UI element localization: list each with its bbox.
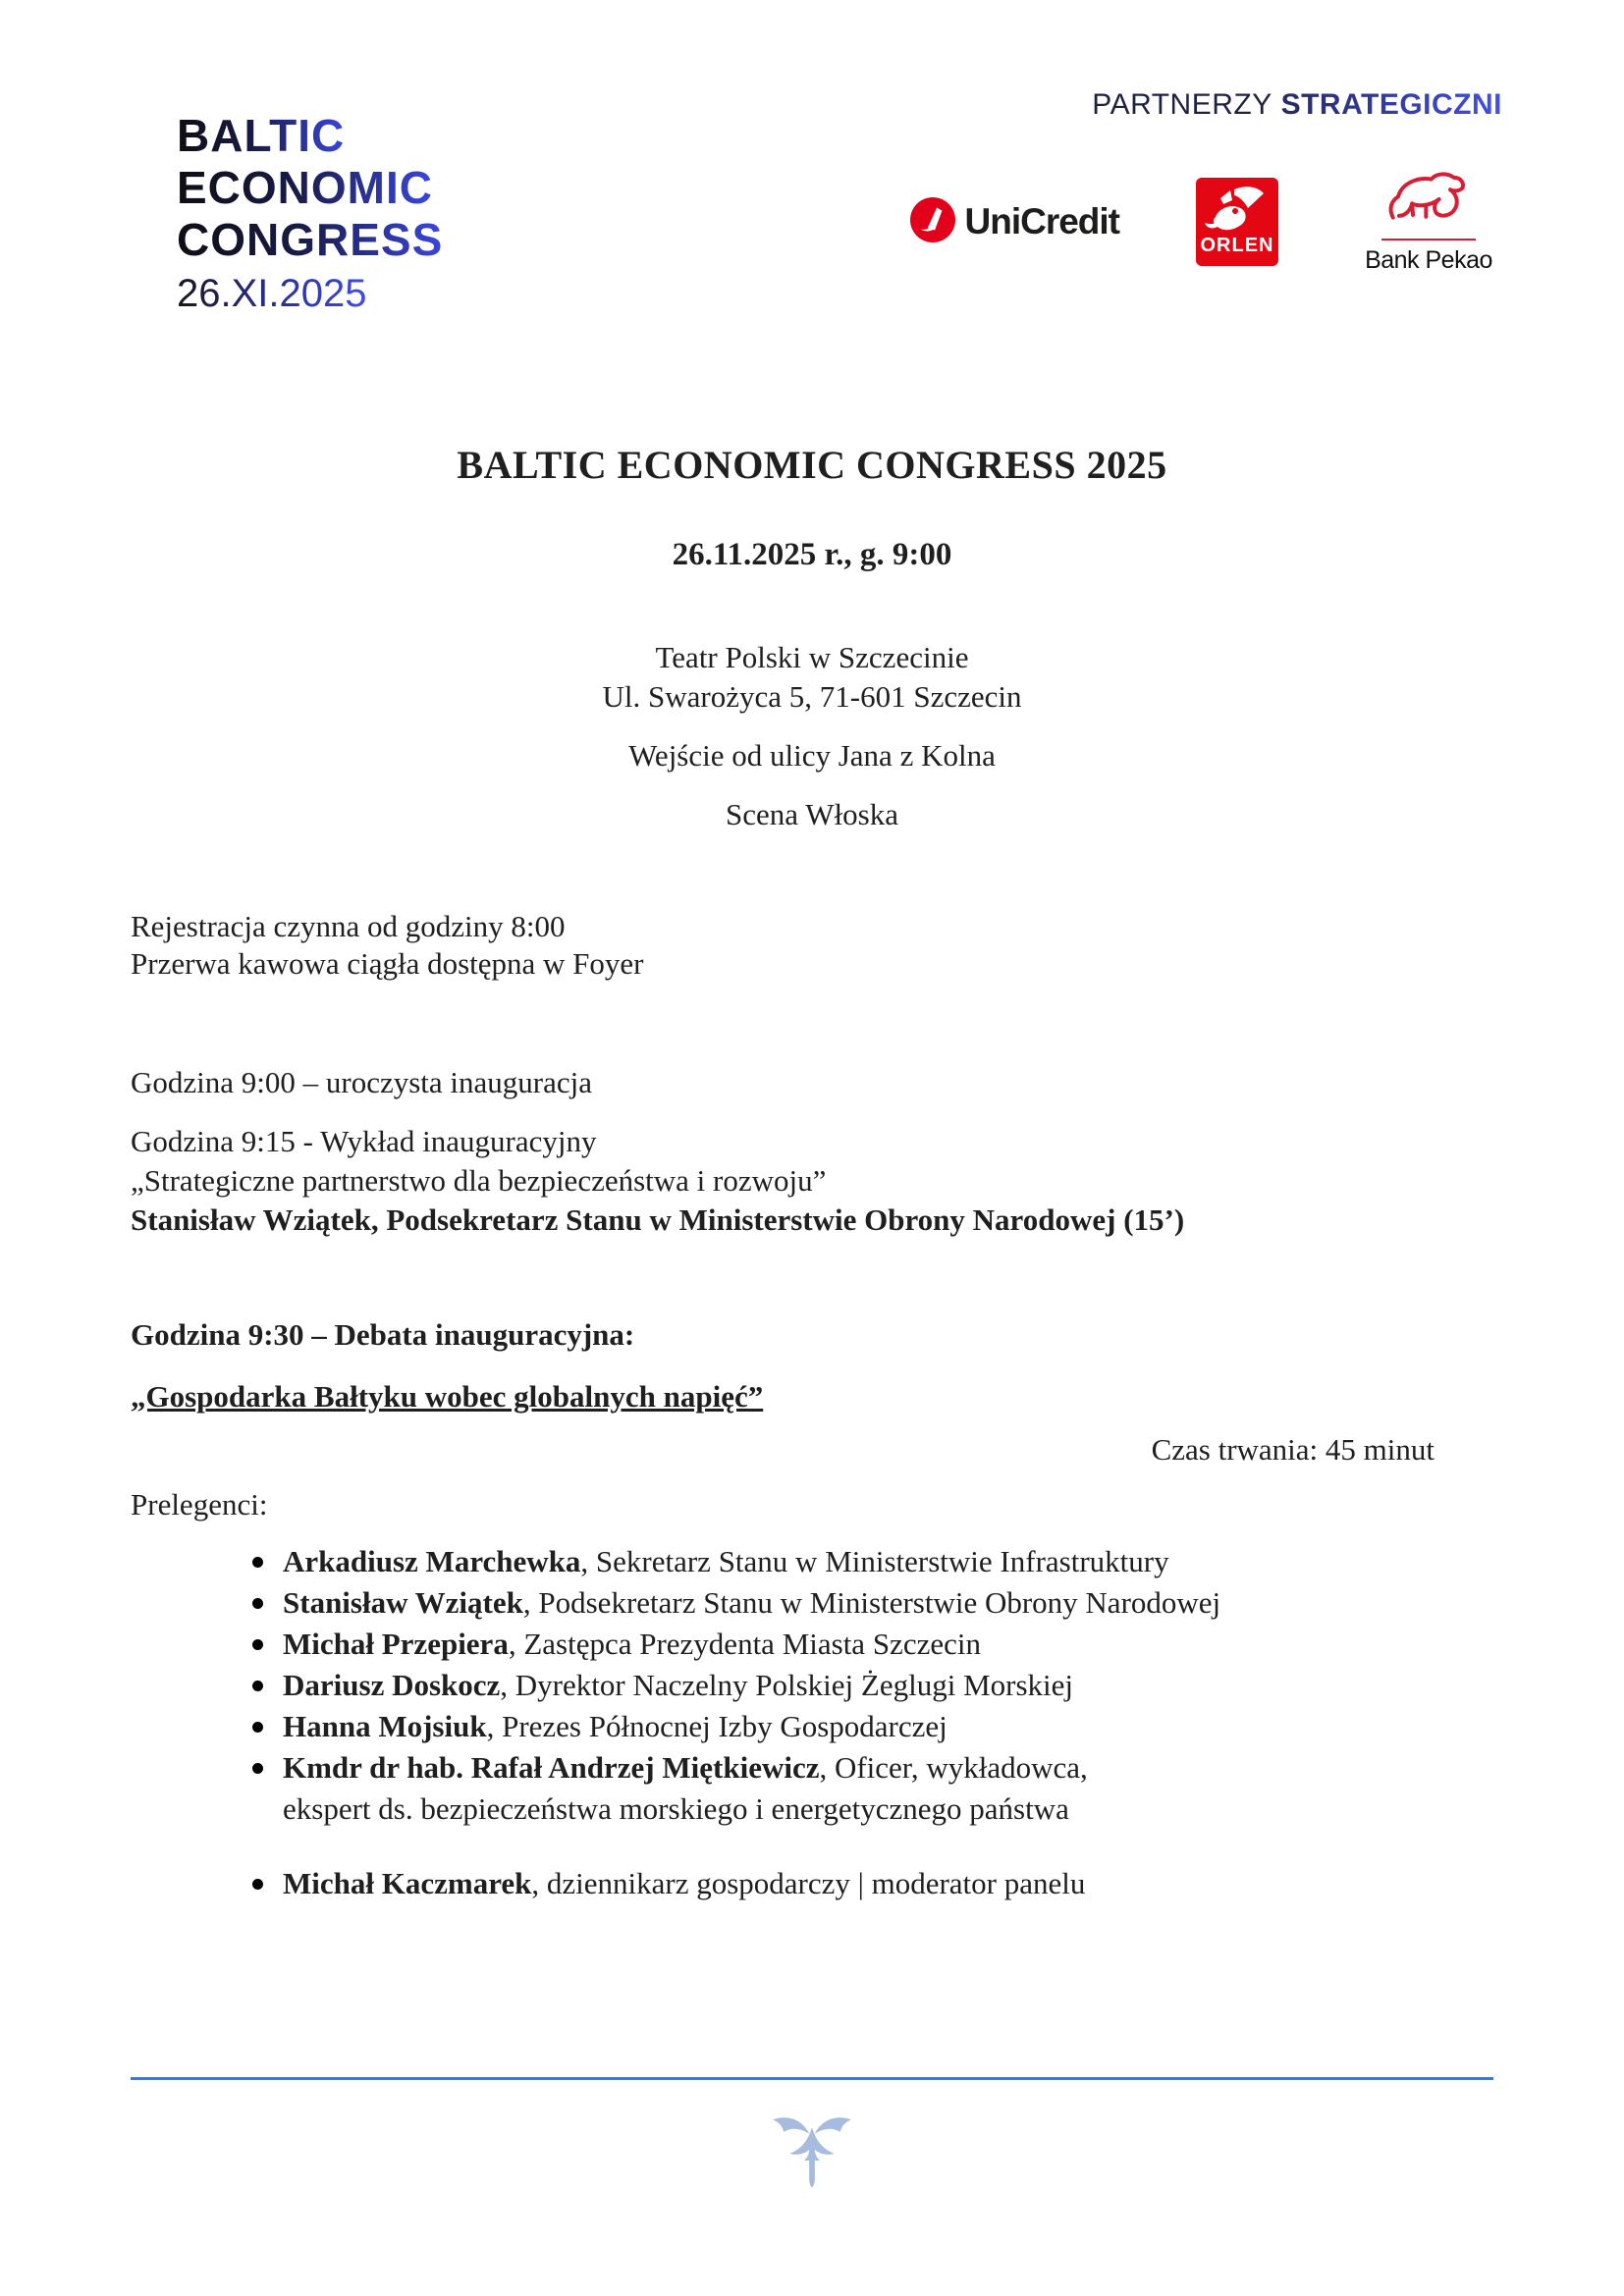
footer-divider <box>131 2077 1493 2080</box>
speaker-role: , Prezes Północnej Izby Gospodarczej <box>486 1709 947 1743</box>
moderator-item <box>248 1863 1493 1904</box>
speaker-name: Hanna Mojsiuk <box>283 1709 487 1743</box>
speaker-item <box>248 1624 1493 1665</box>
speaker-role-continued: ekspert ds. bezpieczeństwa morskiego i energetycznego państwa <box>283 1791 1069 1826</box>
document-body <box>131 0 1493 1904</box>
pekao-wordmark: Bank Pekao <box>1365 246 1492 274</box>
congress-logo-line2: ECONOMIC <box>177 162 433 213</box>
griffin-ornament-icon <box>764 2109 860 2191</box>
speaker-role: , Zastępca Prezydenta Miasta Szczecin <box>508 1627 981 1661</box>
venue-address: Ul. Swarożyca 5, 71-601 Szczecin <box>602 679 1022 714</box>
entrance-note: Wejście od ulicy Jana z Kolna <box>628 738 996 773</box>
congress-logo-line1: BALTIC <box>177 110 346 161</box>
speaker-name: Stanisław Wziątek <box>283 1585 523 1620</box>
speaker-name: Arkadiusz Marchewka <box>283 1544 581 1578</box>
document-datetime: 26.11.2025 r., g. 9:00 <box>672 537 952 572</box>
document-title: BALTIC ECONOMIC CONGRESS 2025 <box>457 443 1167 487</box>
partners-heading-bold: STRATEGICZNI <box>1280 88 1502 121</box>
speakers-list <box>131 1541 1493 1904</box>
speaker-item <box>248 1582 1493 1624</box>
venue-name: Teatr Polski w Szczecinie <box>655 640 969 674</box>
lecture-speaker: Stanisław Wziątek, Podsekretarz Stanu w Ministerstwie Obrony Narodowej (15’) <box>131 1202 1185 1237</box>
partners-heading-regular: PARTNERZY <box>1092 88 1272 121</box>
lecture-heading: Godzina 9:15 - Wykład inauguracyjny <box>131 1124 597 1158</box>
speaker-item <box>248 1706 1493 1747</box>
registration-block <box>131 908 1493 983</box>
orlen-wordmark: ORLEN <box>1200 235 1274 256</box>
coffee-break-note: Przerwa kawowa ciągła dostępna w Foyer <box>131 946 644 981</box>
debate-duration: Czas trwania: 45 minut <box>1151 1432 1435 1467</box>
moderator-name: Michał Kaczmarek <box>283 1866 532 1900</box>
stage-name: Scena Włoska <box>726 797 898 831</box>
speaker-item <box>248 1747 1493 1830</box>
speaker-name: Kmdr dr hab. Rafał Andrzej Miętkiewicz <box>283 1750 820 1785</box>
schedule-item-900: Godzina 9:00 – uroczysta inauguracja <box>131 1065 592 1099</box>
congress-logo-line3: CONGRESS <box>177 214 444 265</box>
speaker-item <box>248 1665 1493 1706</box>
unicredit-wordmark: UniCredit <box>964 201 1119 241</box>
speaker-name: Dariusz Doskocz <box>283 1668 501 1702</box>
registration-hours: Rejestracja czynna od godziny 8:00 <box>131 909 566 943</box>
moderator-role: , dziennikarz gospodarczy | moderator panelu <box>531 1866 1086 1900</box>
speakers-label: Prelegenci: <box>131 1487 268 1522</box>
speaker-role: , Sekretarz Stanu w Ministerstwie Infrastruktury <box>580 1544 1169 1578</box>
debate-title: „Gospodarka Bałtyku wobec globalnych napięć” <box>131 1379 764 1414</box>
schedule-item-930: Godzina 9:30 – Debata inauguracyjna: <box>131 1317 635 1352</box>
speaker-name: Michał Przepiera <box>283 1627 509 1661</box>
venue-block <box>131 638 1493 717</box>
congress-logo-date: 26.XI.2025 <box>177 272 367 315</box>
speaker-item <box>248 1541 1493 1582</box>
speaker-role: , Podsekretarz Stanu w Ministerstwie Obrony Narodowej <box>522 1585 1221 1620</box>
schedule-item-915 <box>131 1122 1493 1240</box>
speaker-role: , Dyrektor Naczelny Polskiej Żeglugi Morskiej <box>500 1668 1073 1702</box>
lecture-title: „Strategiczne partnerstwo dla bezpieczeństwa i rozwoju” <box>131 1163 827 1198</box>
speaker-role: , Oficer, wykładowca, <box>819 1750 1088 1785</box>
